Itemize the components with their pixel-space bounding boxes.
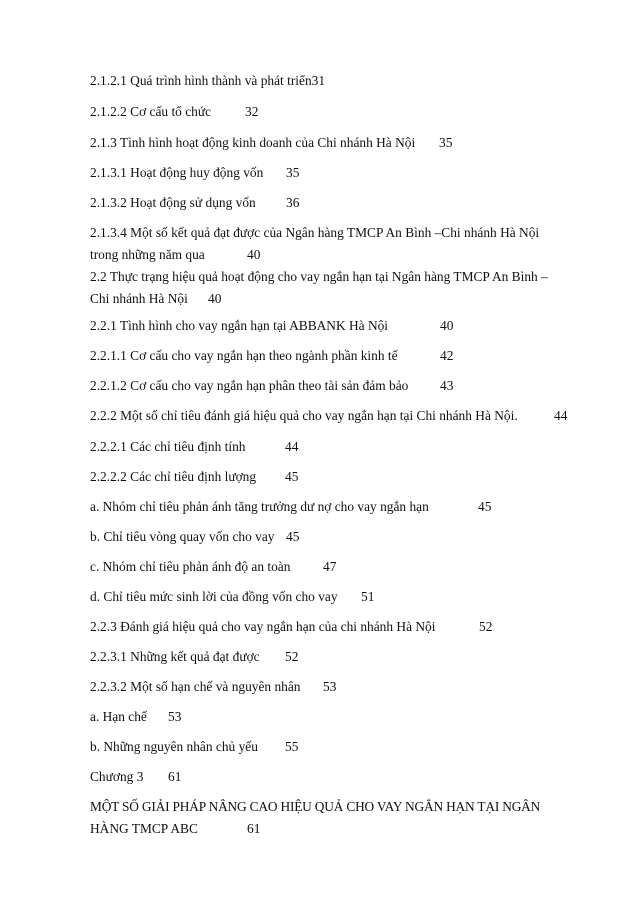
toc-entry — [90, 796, 580, 840]
toc-entry-title: 2.2.2.1 Các chỉ tiêu định tính — [90, 439, 246, 454]
toc-entry-page: 61 — [168, 769, 182, 784]
toc-entry-title: 2.2.3 Đánh giá hiệu quả cho vay ngắn hạn của chi nhánh Hà Nội — [90, 619, 436, 634]
toc-entry-title: b. Chỉ tiêu vòng quay vốn cho vay — [90, 529, 275, 544]
toc-entry — [90, 345, 580, 367]
toc-entry-title: 2.2.1.1 Cơ cấu cho vay ngắn hạn theo ngành phần kinh tế — [90, 348, 398, 363]
toc-entry-page: 40 — [208, 291, 222, 306]
toc-entry-page: 52 — [285, 649, 299, 664]
toc-entry-title: b. Những nguyên nhân chủ yếu — [90, 739, 258, 754]
toc-entry-title: d. Chỉ tiêu mức sinh lời của đồng vốn cho vay — [90, 589, 338, 604]
toc-entry-title: 2.2.2 Một số chỉ tiêu đánh giá hiệu quả cho vay ngắn hạn tại Chi nhánh Hà Nội. — [90, 408, 518, 423]
toc-entry — [90, 315, 580, 337]
toc-entry — [90, 736, 580, 758]
toc-entry — [90, 101, 580, 123]
toc-entry-title: a. Hạn chế — [90, 709, 147, 724]
toc-entry-title: 2.2.1 Tình hình cho vay ngắn hạn tại ABBANK Hà Nội — [90, 318, 389, 333]
toc-entry-page: 36 — [286, 195, 300, 210]
toc-entry-title: 2.2.2.2 Các chỉ tiêu định lượng — [90, 469, 257, 484]
toc-entry-page: 40 — [247, 247, 261, 262]
toc-entry — [90, 466, 580, 488]
toc-entry-title: 2.1.3 Tình hình hoạt động kinh doanh của Chi nhánh Hà Nội — [90, 135, 416, 150]
toc-entry-page: 52 — [479, 619, 493, 634]
toc-entry-page: 53 — [323, 679, 337, 694]
toc-entry-page: 35 — [286, 165, 300, 180]
toc-entry-title-continued: HÀNG TMCP ABC — [90, 821, 198, 836]
toc-entry-page: 42 — [440, 348, 454, 363]
toc-entry — [90, 616, 580, 638]
toc-entry-title: a. Nhóm chỉ tiêu phản ánh tăng trưởng dư nợ cho vay ngắn hạn — [90, 499, 429, 514]
toc-entry — [90, 192, 580, 214]
toc-entry — [90, 586, 580, 608]
toc-entry — [90, 70, 580, 92]
toc-entry-page: 51 — [361, 589, 375, 604]
toc-entry-title: 2.2 Thực trạng hiệu quả hoạt động cho vay ngắn hạn tại Ngân hàng TMCP An Bình – — [90, 269, 548, 284]
toc-entry — [90, 496, 580, 518]
toc-entry — [90, 162, 580, 184]
toc-entry-title: 2.2.1.2 Cơ cấu cho vay ngắn hạn phân theo tài sản đảm bảo — [90, 378, 409, 393]
toc-entry — [90, 266, 580, 310]
toc-entry-title: 2.1.3.2 Hoạt động sử dụng vốn — [90, 195, 256, 210]
toc-entry-page: 43 — [440, 378, 454, 393]
toc-entry — [90, 766, 580, 788]
toc-entry-page: 53 — [168, 709, 182, 724]
toc-entry — [90, 646, 580, 668]
toc-entry-page: 32 — [245, 104, 259, 119]
toc-entry-title: 2.1.3.1 Hoạt động huy động vốn — [90, 165, 264, 180]
toc-entry-title: MỘT SỐ GIẢI PHÁP NÂNG CAO HIỆU QUẢ CHO VAY NGẮN HẠN TẠI NGÂN — [90, 799, 541, 814]
toc-entry-page: 55 — [285, 739, 299, 754]
toc-entry-page: 35 — [439, 135, 453, 150]
toc-entry — [90, 526, 580, 548]
toc-entry-title: 2.1.3.4 Một số kết quả đạt được của Ngân hàng TMCP An Bình –Chi nhánh Hà Nội — [90, 225, 540, 240]
toc-entry-title: c. Nhóm chỉ tiêu phản ánh độ an toàn — [90, 559, 291, 574]
toc-entry — [90, 222, 580, 266]
toc-entry-title: 2.1.2.2 Cơ cấu tổ chức — [90, 104, 212, 119]
toc-entry-page: 44 — [285, 439, 299, 454]
toc-entry-title: 2.1.2.1 Quá trình hình thành và phát triển — [90, 73, 312, 88]
toc-entry — [90, 706, 580, 728]
toc-entry-title-continued: trong những năm qua — [90, 247, 205, 262]
toc-entry-page: 44 — [554, 408, 568, 423]
toc-entry-page: 45 — [478, 499, 492, 514]
toc-entry-page: 47 — [323, 559, 337, 574]
toc-entry — [90, 375, 580, 397]
toc-entry — [90, 676, 580, 698]
toc-entry — [90, 132, 580, 154]
toc-entry-title: 2.2.3.2 Một số hạn chế và nguyên nhân — [90, 679, 301, 694]
toc-entry-title-continued: Chi nhánh Hà Nội — [90, 291, 188, 306]
toc-entry — [90, 556, 580, 578]
toc-entry-page: 61 — [247, 821, 261, 836]
toc-entry-page: 31 — [311, 73, 326, 88]
toc-entry — [90, 405, 580, 427]
toc-entry-page: 45 — [285, 469, 299, 484]
toc-entry — [90, 436, 580, 458]
toc-entry-page: 40 — [440, 318, 454, 333]
toc-entry-title: 2.2.3.1 Những kết quả đạt được — [90, 649, 260, 664]
toc-entry-title: Chương 3 — [90, 769, 144, 784]
toc-entry-page: 45 — [286, 529, 300, 544]
